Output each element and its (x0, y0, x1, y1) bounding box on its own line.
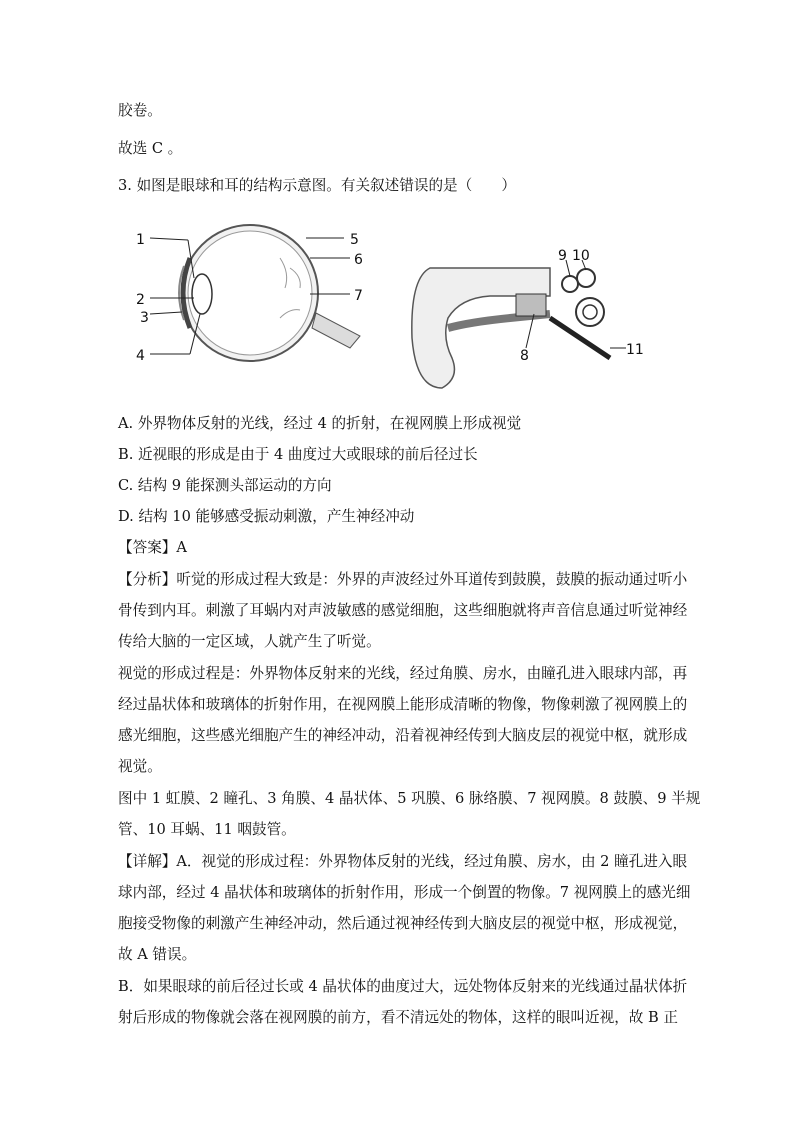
ear-label-9: 9 (558, 248, 567, 264)
ear-label-11: 11 (626, 342, 644, 358)
analysis-line: 感光细胞，这些感光细胞产生的神经冲动，沿着视神经传到大脑皮层的视觉中枢，就形成 (118, 727, 688, 744)
eye-diagram (136, 225, 363, 364)
detail-line: 球内部，经过 4 晶状体和玻璃体的折射作用，形成一个倒置的物像。7 视网膜上的感光细 (118, 884, 691, 901)
eye-label-1: 1 (136, 232, 145, 248)
analysis-line: 视觉的形成过程是：外界物体反射来的光线，经过角膜、房水，由瞳孔进入眼球内部，再 (118, 665, 688, 682)
detail-line: 胞接受物像的刺激产生神经冲动，然后通过视神经传到大脑皮层的视觉中枢，形成视觉， (118, 915, 688, 932)
eye-label-3: 3 (140, 310, 149, 326)
ear-label-10: 10 (572, 248, 590, 264)
eye-label-2: 2 (136, 292, 145, 308)
analysis-line: 传给大脑的一定区域，人就产生了听觉。 (118, 633, 381, 650)
ear-diagram (412, 248, 644, 388)
option-c: C. 结构 9 能探测头部运动的方向 (118, 477, 332, 494)
detail-line: 故 A 错误。 (118, 946, 197, 963)
analysis-line: 视觉。 (118, 758, 162, 775)
text-line: 故选 C 。 (118, 140, 183, 157)
option-b: B. 近视眼的形成是由于 4 曲度过大或眼球的前后径过长 (118, 446, 478, 463)
detail-line: 【详解】A．视觉的形成过程：外界物体反射的光线，经过角膜、房水，由 2 瞳孔进入眼 (118, 853, 688, 870)
eye-ear-figure (130, 218, 650, 398)
detail-line: B．如果眼球的前后径过长或 4 晶状体的曲度过大，远处物体反射来的光线通过晶状体折 (118, 978, 688, 995)
text-line: 胶卷。 (118, 102, 162, 119)
ear-label-8: 8 (520, 348, 529, 364)
analysis-line: 骨传到内耳。刺激了耳蜗内对声波敏感的感觉细胞，这些细胞就将声音信息通过听觉神经 (118, 602, 688, 619)
analysis-line: 经过晶状体和玻璃体的折射作用，在视网膜上能形成清晰的物像，物像刺激了视网膜上的 (118, 696, 688, 713)
question-title: 3. 如图是眼球和耳的结构示意图。有关叙述错误的是（ ） (118, 177, 517, 194)
eye-label-4: 4 (136, 348, 145, 364)
option-a: A. 外界物体反射的光线，经过 4 的折射，在视网膜上形成视觉 (118, 415, 522, 432)
analysis-line: 【分析】听觉的形成过程大致是：外界的声波经过外耳道传到鼓膜，鼓膜的振动通过听小 (118, 571, 688, 588)
eye-label-7: 7 (354, 288, 363, 304)
figure-legend-line: 管、10 耳蜗、11 咽鼓管。 (118, 821, 296, 838)
answer-line: 【答案】A (118, 539, 187, 556)
eye-label-6: 6 (354, 252, 363, 268)
figure-legend-line: 图中 1 虹膜、2 瞳孔、3 角膜、4 晶状体、5 巩膜、6 脉络膜、7 视网膜。8 鼓膜、9 半规 (118, 790, 701, 807)
option-d: D. 结构 10 能够感受振动刺激，产生神经冲动 (118, 508, 415, 525)
detail-line: 射后形成的物像就会落在视网膜的前方，看不清远处的物体，这样的眼叫近视，故 B 正 (118, 1009, 678, 1026)
eye-label-5: 5 (350, 232, 359, 248)
